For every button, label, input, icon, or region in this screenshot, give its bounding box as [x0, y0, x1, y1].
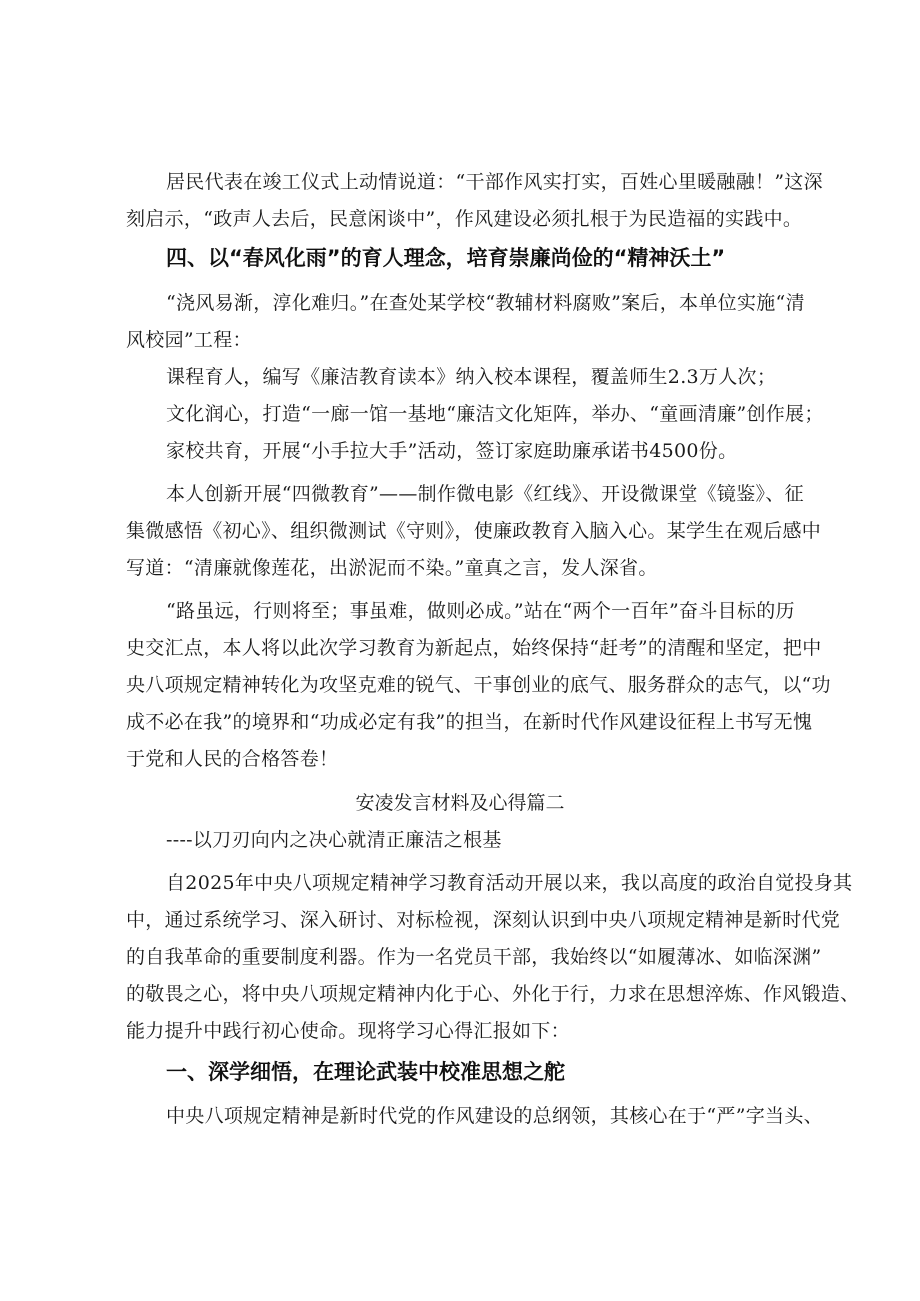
- paragraph-line: 集微感悟《初心》、组织微测试《守则》，使廉政教育入脑入心。某学生在观后感中: [126, 520, 822, 542]
- list-item-course: 课程育人，编写《廉洁教育读本》纳入校本课程，覆盖师生2.3万人次；: [166, 366, 777, 388]
- paragraph-line: 于党和人民的合格答卷！: [126, 748, 339, 770]
- article-title: 安凌发言材料及心得篇二: [355, 792, 565, 814]
- paragraph-line: 中央八项规定精神是新时代党的作风建设的总纲领，其核心在于“严”字当头、: [166, 1105, 823, 1127]
- paragraph-line: 居民代表在竣工仪式上动情说道：“干部作风实打实，百姓心里暖融融！”这深: [166, 171, 823, 193]
- paragraph-line: 中，通过系统学习、深入研讨、对标检视，深刻认识到中央八项规定精神是新时代党: [126, 909, 841, 931]
- paragraph-line: 的敬畏之心，将中央八项规定精神内化于心、外化于行，力求在思想淬炼、作风锻造、: [126, 983, 860, 1005]
- paragraph-line: “浇风易渐，淳化难归。”在查处某学校“教辅材料腐败”案后，本单位实施“清: [166, 292, 805, 314]
- paragraph-line: 风校园”工程：: [126, 329, 252, 351]
- paragraph-line: 写道：“清廉就像莲花，出淤泥而不染。”童真之言，发人深省。: [126, 557, 658, 579]
- article-subtitle: ----以刀刃向内之决心就清正廉洁之根基: [166, 829, 502, 851]
- paragraph-line: 自2025年中央八项规定精神学习教育活动开展以来，我以高度的政治自觉投身其: [166, 872, 853, 894]
- paragraph-line: 刻启示，“政声人去后，民意闲谈中”，作风建设必须扎根于为民造福的实践中。: [126, 208, 803, 230]
- paragraph-line: “路虽远，行则将至；事虽难，做则必成。”站在“两个一百年”奋斗目标的历: [166, 600, 795, 622]
- paragraph-line: 央八项规定精神转化为攻坚克难的锐气、干事创业的底气、服务群众的志气，以“功: [126, 674, 831, 696]
- paragraph-line: 能力提升中践行初心使命。现将学习心得汇报如下：: [126, 1020, 570, 1042]
- section-heading-four: 四、以“春风化雨”的育人理念，培育崇廉尚俭的“精神沃土”: [166, 246, 726, 270]
- paragraph-line: 的自我革命的重要制度利器。作为一名党员干部，我始终以“如履薄冰、如临深渊”: [126, 946, 822, 968]
- paragraph-line: 本人创新开展“四微教育”——制作微电影《红线》、开设微课堂《镜鉴》、征: [166, 483, 804, 505]
- list-item-family: 家校共育，开展“小手拉大手”活动，签订家庭助廉承诺书4500份。: [166, 440, 738, 462]
- list-item-culture: 文化润心，打造“一廊一馆一基地“廉洁文化矩阵，举办、“童画清廉”创作展；: [166, 403, 824, 425]
- paragraph-line: 成不必在我”的境界和“功成必定有我”的担当，在新时代作风建设征程上书写无愧: [126, 711, 813, 733]
- paragraph-line: 史交汇点，本人将以此次学习教育为新起点，始终保持“赶考”的清醒和坚定，把中: [126, 637, 822, 659]
- section-heading-one: 一、深学细悟，在理论武装中校准思想之舵: [166, 1060, 565, 1084]
